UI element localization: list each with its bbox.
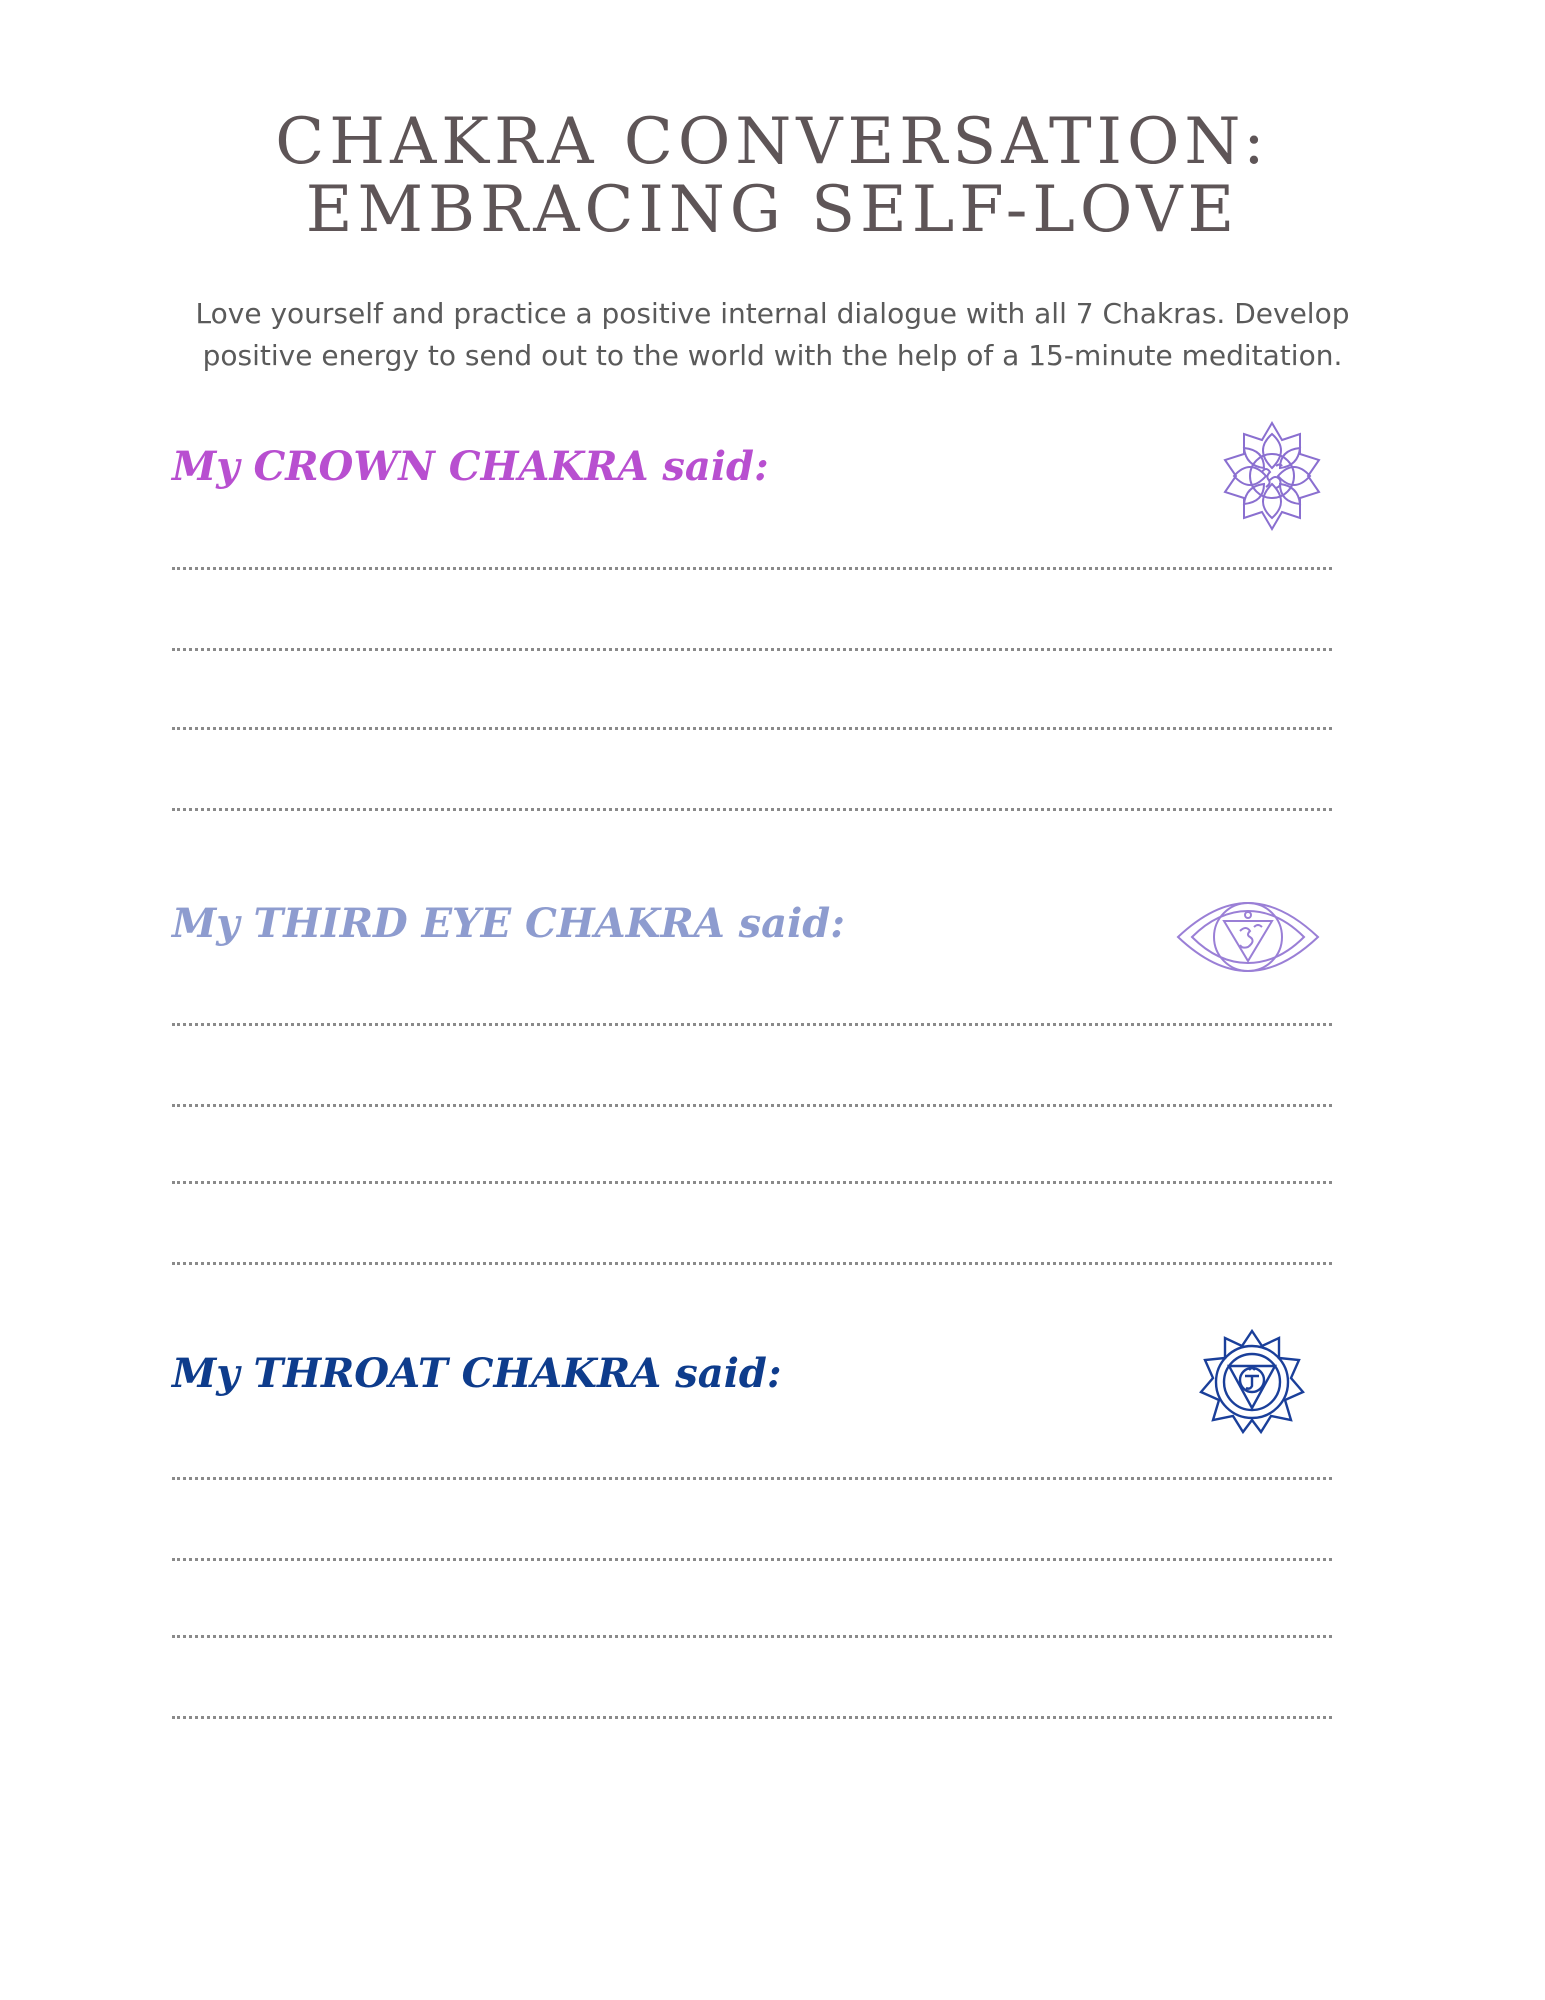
crown-chakra-heading: My CROWN CHAKRA said:	[172, 443, 769, 490]
throat-writing-line-4[interactable]	[172, 1716, 1332, 1719]
intro-text	[150, 293, 1395, 377]
crown-chakra-icon	[1220, 420, 1324, 537]
throat-writing-line-3[interactable]	[172, 1635, 1332, 1638]
title-line-1: CHAKRA CONVERSATION:	[275, 105, 1270, 179]
crown-writing-line-3[interactable]	[172, 727, 1332, 730]
throat-writing-line-2[interactable]	[172, 1558, 1332, 1561]
third-eye-writing-line-4[interactable]	[172, 1262, 1332, 1265]
crown-writing-line-1[interactable]	[172, 567, 1332, 570]
crown-writing-line-4[interactable]	[172, 808, 1332, 811]
third-eye-writing-line-1[interactable]	[172, 1023, 1332, 1026]
throat-writing-line-1[interactable]	[172, 1477, 1332, 1480]
page-title	[0, 105, 1545, 247]
third-eye-chakra-heading: My THIRD EYE CHAKRA said:	[172, 900, 846, 947]
title-line-2: EMBRACING SELF-LOVE	[305, 173, 1240, 247]
intro-line-2: positive energy to send out to the world with the help of a 15-minute meditation.	[202, 339, 1343, 372]
third-eye-writing-line-3[interactable]	[172, 1181, 1332, 1184]
crown-writing-line-2[interactable]	[172, 648, 1332, 651]
intro-line-1: Love yourself and practice a positive internal dialogue with all 7 Chakras. Develop	[195, 297, 1350, 330]
throat-chakra-icon	[1197, 1328, 1307, 1441]
third-eye-writing-line-2[interactable]	[172, 1104, 1332, 1107]
third-eye-chakra-icon	[1174, 897, 1322, 982]
throat-chakra-heading: My THROAT CHAKRA said:	[172, 1350, 782, 1397]
